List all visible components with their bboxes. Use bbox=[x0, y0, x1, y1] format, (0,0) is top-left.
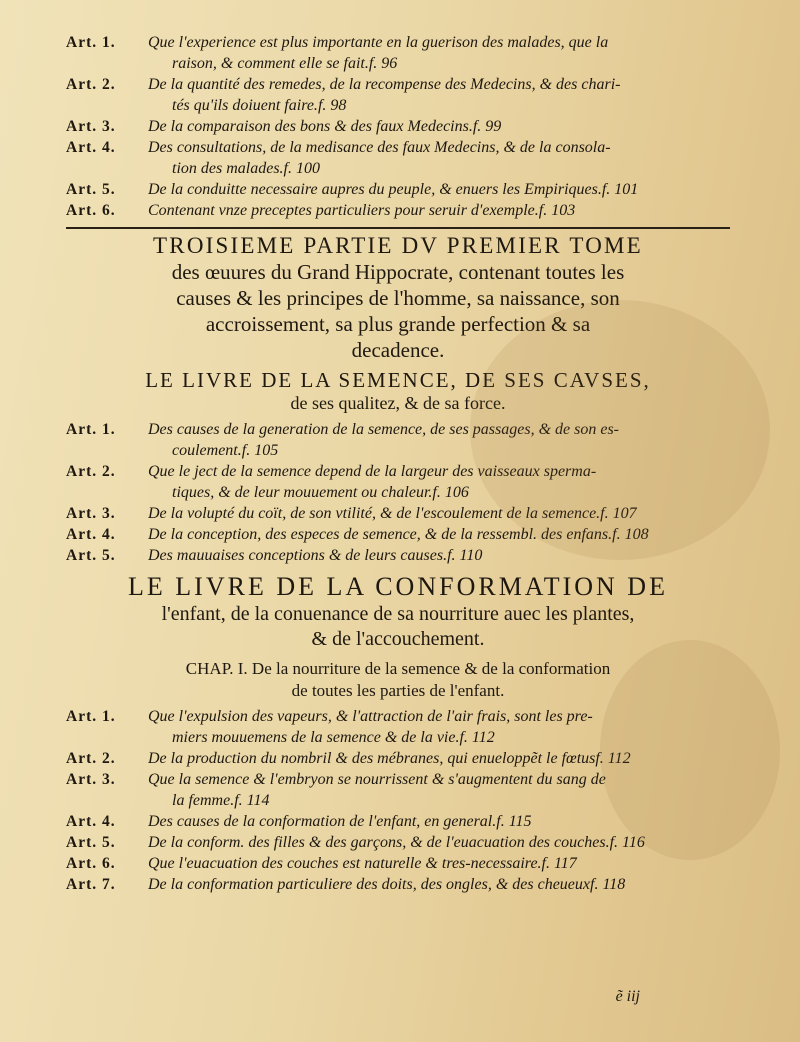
toc-entry bbox=[66, 545, 730, 566]
article-text bbox=[148, 706, 730, 748]
section-divider bbox=[66, 227, 730, 229]
article-text bbox=[148, 853, 730, 874]
folio-number: f. 106 bbox=[432, 484, 469, 501]
book-subtitle: l'enfant, de la conuenance de sa nourriture auec les plantes, bbox=[161, 603, 635, 625]
article-text-line: Que le ject de la semence depend de la largeur des vaisseaux sperma- bbox=[148, 463, 597, 480]
book-title: LE LIVRE DE LA CONFORMATION DE bbox=[128, 572, 668, 601]
toc-entry bbox=[66, 74, 730, 116]
chapter-subtitle: de toutes les parties de l'enfant. bbox=[291, 681, 505, 700]
article-label: Art. 6. bbox=[66, 855, 116, 872]
article-text bbox=[148, 769, 730, 811]
toc-entry bbox=[66, 137, 730, 179]
toc-entry bbox=[66, 179, 730, 200]
article-label: Art. 5. bbox=[66, 181, 116, 198]
folio-number: f. 115 bbox=[496, 813, 532, 830]
article-label: Art. 1. bbox=[66, 421, 116, 438]
toc-entry bbox=[66, 461, 730, 503]
article-text-line: coulement. bbox=[172, 442, 242, 459]
article-text-line: Des causes de la generation de la semence, de ses passages, & de son es- bbox=[148, 421, 620, 438]
article-text bbox=[148, 811, 730, 832]
article-text bbox=[148, 32, 730, 74]
article-label: Art. 7. bbox=[66, 876, 116, 893]
folio-number: f. 114 bbox=[234, 792, 270, 809]
toc-entry bbox=[66, 419, 730, 461]
toc-entry bbox=[66, 874, 730, 895]
article-label: Art. 1. bbox=[66, 708, 116, 725]
article-text-line: Que la semence & l'embryon se nourrissent & s'augmentent du sang de bbox=[148, 771, 606, 788]
part-heading-line: decadence. bbox=[351, 338, 445, 362]
book-heading-semence bbox=[66, 369, 730, 415]
article-text-line: De la conception, des especes de semence, & de la ressembl. des enfans. bbox=[148, 526, 613, 543]
toc-entry bbox=[66, 832, 730, 853]
article-text-line: De la conduitte necessaire aupres du peuple, & enuers les Empiriques. bbox=[148, 181, 602, 198]
folio-number: f. 116 bbox=[609, 834, 645, 851]
article-label: Art. 4. bbox=[66, 526, 116, 543]
article-text-line: Des consultations, de la medisance des faux Medecins, & de la consola- bbox=[148, 139, 611, 156]
article-text bbox=[148, 137, 730, 179]
article-text-line: De la quantité des remedes, de la recompense des Medecins, & des chari- bbox=[148, 76, 621, 93]
toc-section-2 bbox=[66, 419, 730, 566]
folio-number: f. 96 bbox=[368, 55, 398, 72]
article-text-line: Des mauuaises conceptions & de leurs causes. bbox=[148, 547, 448, 564]
article-text-line: De la production du nombril & des mébranes, qui enueloppẽt le fœtus bbox=[148, 750, 596, 767]
folio-number: f. 107 bbox=[600, 505, 637, 522]
article-text bbox=[148, 545, 730, 566]
folio-number: f. 108 bbox=[612, 526, 649, 543]
book-subtitle: & de l'accouchement. bbox=[311, 628, 485, 650]
toc-entry bbox=[66, 200, 730, 221]
article-label: Art. 3. bbox=[66, 118, 116, 135]
article-text bbox=[148, 461, 730, 503]
article-text-line: Que l'expulsion des vapeurs, & l'attraction de l'air frais, sont les pre- bbox=[148, 708, 593, 725]
toc-section-1 bbox=[66, 32, 730, 221]
folio-number: f. 110 bbox=[447, 547, 483, 564]
article-text-line: Que l'euacuation des couches est naturelle & tres-necessaire. bbox=[148, 855, 542, 872]
part-heading bbox=[66, 233, 730, 363]
article-text bbox=[148, 748, 730, 769]
folio-number: f. 103 bbox=[538, 202, 576, 219]
article-text bbox=[148, 524, 730, 545]
article-text-line: la femme. bbox=[172, 792, 235, 809]
article-text bbox=[148, 832, 730, 853]
signature-mark: ẽ iij bbox=[615, 988, 640, 1005]
article-label: Art. 3. bbox=[66, 771, 116, 788]
chapter-title: CHAP. I. De la nourriture de la semence & de la conformation bbox=[185, 659, 611, 678]
article-text-line: tion des malades. bbox=[172, 160, 284, 177]
article-text-line: De la conform. des filles & des garçons, & de l'euacuation des couches. bbox=[148, 834, 610, 851]
article-text-line: Des causes de la conformation de l'enfant, en general. bbox=[148, 813, 497, 830]
toc-entry bbox=[66, 524, 730, 545]
article-label: Art. 6. bbox=[66, 202, 116, 219]
article-text-line: tés qu'ils doiuent faire. bbox=[172, 97, 318, 114]
article-text-line: Que l'experience est plus importante en la guerison des malades, que la bbox=[148, 34, 609, 51]
folio-number: f. 112 bbox=[459, 729, 495, 746]
folio-number: f. 98 bbox=[317, 97, 347, 114]
article-text bbox=[148, 419, 730, 461]
part-heading-line: des œuures du Grand Hippocrate, contenant toutes les bbox=[171, 260, 625, 284]
folio-number: f. 99 bbox=[472, 118, 502, 135]
article-text bbox=[148, 200, 730, 221]
article-label: Art. 5. bbox=[66, 547, 116, 564]
folio-number: f. 101 bbox=[601, 181, 639, 198]
book-heading-conformation bbox=[66, 572, 730, 652]
folio-number: f. 112 bbox=[595, 750, 631, 767]
book-subtitle: de ses qualitez, & de sa force. bbox=[290, 393, 506, 413]
toc-entry bbox=[66, 853, 730, 874]
toc-entry bbox=[66, 748, 730, 769]
article-label: Art. 1. bbox=[66, 34, 116, 51]
article-text-line: miers mouuemens de la semence & de la vie. bbox=[172, 729, 460, 746]
article-text-line: De la conformation particuliere des doits, des ongles, & des cheueux bbox=[148, 876, 590, 893]
article-text-line: tiques, & de leur mouuement ou chaleur. bbox=[172, 484, 433, 501]
article-label: Art. 4. bbox=[66, 139, 116, 156]
folio-number: f. 105 bbox=[241, 442, 279, 459]
toc-entry bbox=[66, 116, 730, 137]
article-label: Art. 3. bbox=[66, 505, 116, 522]
article-text-line: De la comparaison des bons & des faux Medecins. bbox=[148, 118, 473, 135]
article-text bbox=[148, 116, 730, 137]
article-label: Art. 2. bbox=[66, 750, 116, 767]
article-text bbox=[148, 874, 730, 895]
toc-entry bbox=[66, 769, 730, 811]
book-title: LE LIVRE DE LA SEMENCE, DE SES CAVSES, bbox=[145, 368, 651, 392]
article-label: Art. 2. bbox=[66, 463, 116, 480]
toc-entry bbox=[66, 32, 730, 74]
article-text bbox=[148, 503, 730, 524]
article-text bbox=[148, 74, 730, 116]
chapter-heading bbox=[66, 658, 730, 702]
article-text-line: Contenant vnze preceptes particuliers pour seruir d'exemple. bbox=[148, 202, 539, 219]
toc-entry bbox=[66, 811, 730, 832]
article-text-line: raison, & comment elle se fait. bbox=[172, 55, 369, 72]
toc-entry bbox=[66, 503, 730, 524]
toc-section-3 bbox=[66, 706, 730, 895]
toc-entry bbox=[66, 706, 730, 748]
folio-number: f. 100 bbox=[283, 160, 320, 177]
folio-number: f. 118 bbox=[590, 876, 626, 893]
article-label: Art. 4. bbox=[66, 813, 116, 830]
part-heading-title: TROISIEME PARTIE DV PREMIER TOME bbox=[153, 233, 643, 258]
article-text-line: De la volupté du coït, de son vtilité, & de l'escoulement de la semence. bbox=[148, 505, 601, 522]
article-label: Art. 5. bbox=[66, 834, 116, 851]
article-text bbox=[148, 179, 730, 200]
folio-number: f. 117 bbox=[541, 855, 577, 872]
part-heading-line: accroissement, sa plus grande perfection & sa bbox=[205, 312, 591, 336]
article-label: Art. 2. bbox=[66, 76, 116, 93]
part-heading-line: causes & les principes de l'homme, sa naissance, son bbox=[176, 286, 620, 310]
